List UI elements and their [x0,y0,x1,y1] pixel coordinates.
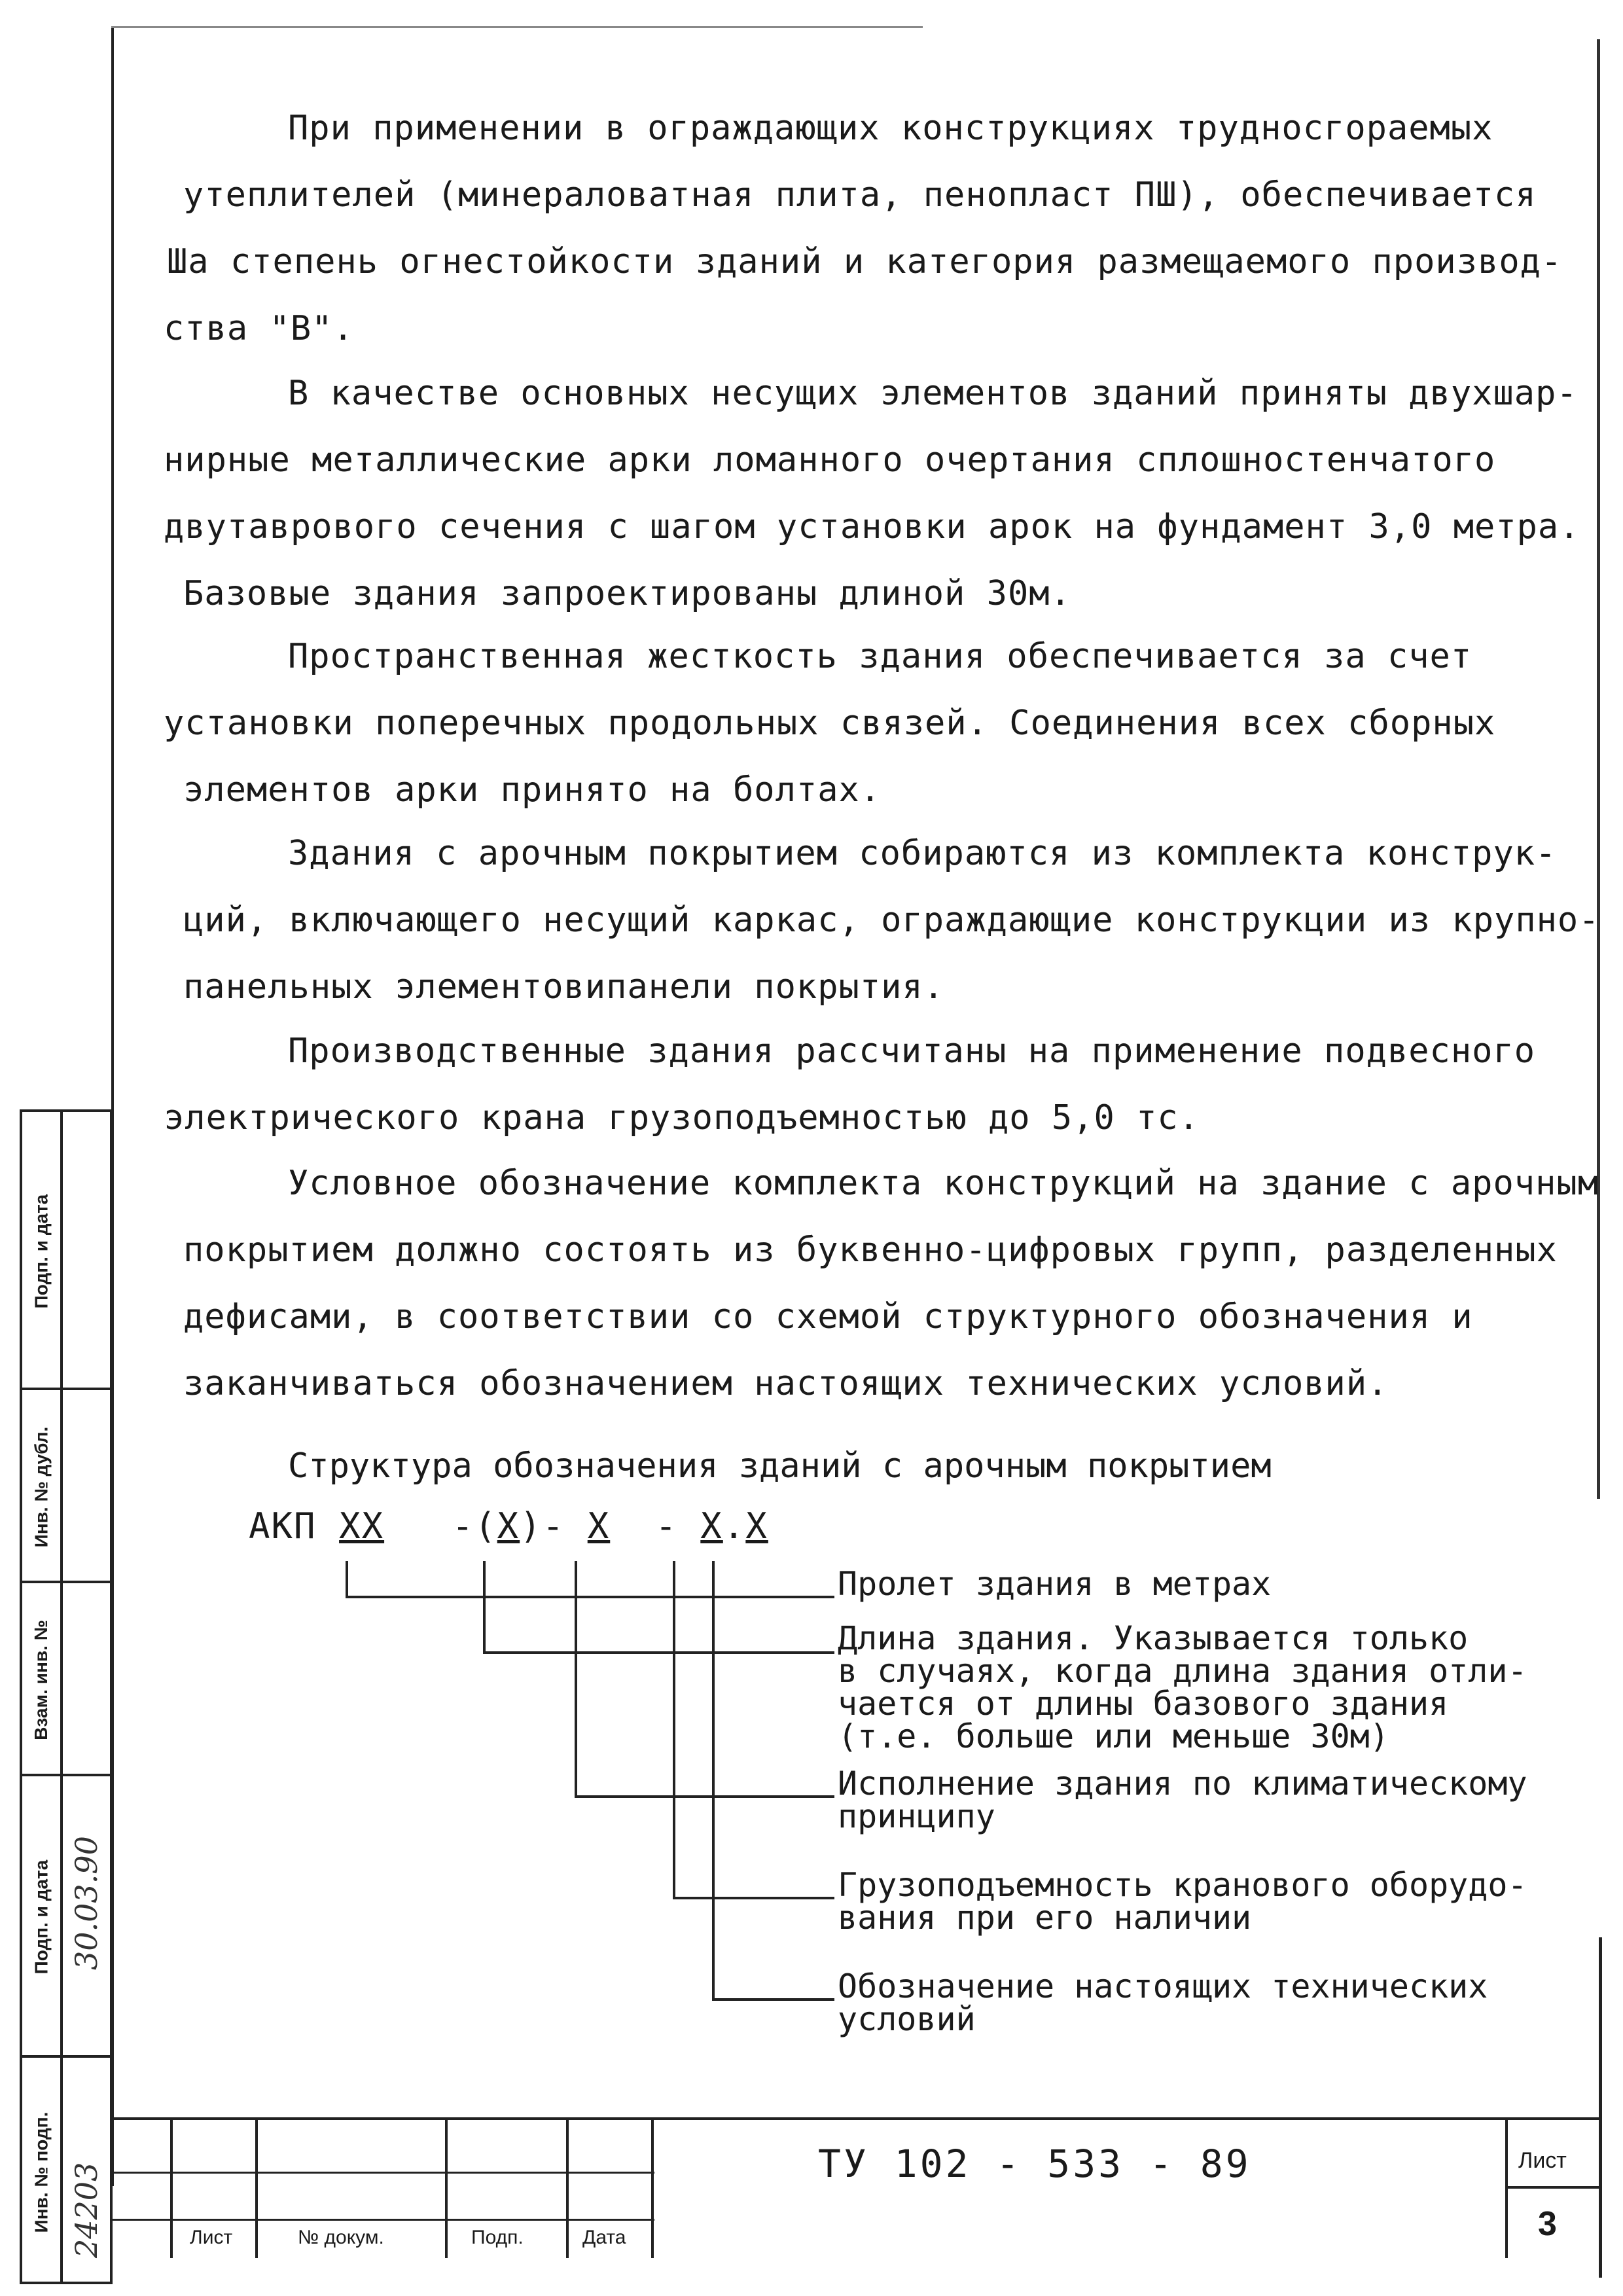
text-line: Ша степень огнестойкости зданий и категория размещаемого производ- [167,242,1563,281]
formula-group-climate: Х [587,1505,611,1547]
text-line: двутаврового сечения с шагом установки арок на фундамент 3,0 метра. [164,507,1580,547]
title-block-col [651,2117,654,2258]
text-line: электрического крана грузоподъемностью до 5,0 тс. [164,1098,1200,1138]
title-block-mid-line [111,2219,654,2221]
frame-top-border [111,26,923,28]
text-line: Здания с арочным покрытием собираются из комплекта конструк- [288,834,1557,873]
formula-group-crane: Х [700,1505,723,1547]
title-block-col [566,2117,569,2258]
leader-line-length [484,1561,834,1653]
text-line: Условное обозначение комплекта конструкций на здание с арочным [288,1164,1599,1203]
annotation-climate: Исполнение здания по климатическому принципу [838,1765,1527,1835]
leader-line-climate [576,1561,834,1797]
title-block-top-line [111,2117,1602,2120]
text-line: ций, включающего несущий каркас, ограждающие конструкции из крупно- [183,901,1600,940]
sheet-label: Лист [1518,2148,1567,2173]
handwritten-inventory-number: 24203 [69,2162,104,2258]
annotation-crane: Грузоподъемность кранового оборудо- вания при его наличии [838,1866,1527,1937]
title-block-label-sheet: Лист [190,2227,233,2248]
title-block-sheet-divider [1505,2186,1602,2189]
title-block-label-doc-no: № докум. [298,2227,384,2248]
side-label-orig-inv: Инв. № подп. [31,2111,52,2233]
text-line: покрытием должно состоять из буквенно-цифровых групп, разделенных [183,1230,1558,1270]
formula-prefix: АКП [249,1505,317,1547]
document-code: ТУ 102 - 533 - 89 [818,2142,1251,2186]
text-line: Производственные здания рассчитаны на применение подвесного [288,1031,1536,1071]
text-line: В качестве основных несущих элементов зданий приняты двухшар- [288,374,1578,413]
frame-right-border [1597,39,1600,1499]
annotation-length: Длина здания. Указывается только в случаях, когда длина здания отли- чается от длины базового здания (т.е. больше или меньше 30м) [838,1619,1527,1755]
text-line: Базовые здания запроектированы длиной 30м. [183,574,1071,613]
frame-right-border-lower [1599,1937,1602,2278]
side-stamp [20,1109,113,2284]
text-line: дефисами, в соответствии со схемой структурного обозначения и [183,1297,1473,1336]
handwritten-date: 30.03.90 [69,1836,104,1970]
designation-formula [249,1505,768,1547]
title-block-label-signature: Подп. [471,2227,524,2248]
text-line: утеплителей (минераловатная плита, пенопласт ПШ), обеспечивается [183,175,1537,215]
annotation-span: Пролет здания в метрах [838,1565,1272,1603]
formula-group-span: ХХ [339,1505,385,1547]
formula-separator: - [610,1505,701,1547]
title-block-label-date: Дата [582,2227,626,2248]
text-line: элементов арки принято на болтах. [183,770,882,810]
text-line: Пространственная жесткость здания обеспечивается за счет [288,637,1472,676]
formula-separator: . [722,1505,746,1547]
sheet-number: 3 [1538,2205,1557,2243]
formula-separator: )- [520,1505,588,1547]
annotation-tech-conditions: Обозначение настоящих технических условий [838,1967,1488,2038]
leader-line-tu [713,1561,834,2000]
side-label-sign-date-2: Подп. и дата [31,1859,52,1975]
title-block-col [170,2117,173,2258]
text-line: панельных элементовипанели покрытия. [183,967,945,1007]
title-block-col [445,2117,448,2258]
leader-line-span [347,1561,834,1597]
side-label-replace-inv: Взам. инв. № [31,1619,52,1740]
formula-separator: -( [452,1505,497,1547]
leader-line-crane [674,1561,834,1898]
text-line: ства "В". [164,309,354,348]
text-line: заканчиваться обозначением настоящих технических условий. [183,1364,1389,1403]
formula-group-length: Х [497,1505,520,1547]
text-line: установки поперечных продольных связей. Соединения всех сборных [164,704,1496,743]
structure-title: Структура обозначения зданий с арочным покрытием [288,1446,1272,1486]
title-block-mid-line [111,2172,654,2174]
side-label-sign-date: Подп. и дата [31,1194,52,1308]
text-line: нирные металлические арки ломанного очертания сплошностенчатого [164,440,1496,480]
formula-group-tu: Х [745,1505,768,1547]
text-line: При применении в ограждающих конструкциях трудносгораемых [288,109,1493,148]
title-block-col [255,2117,258,2258]
side-label-dup-inv: Инв. № дубл. [31,1426,51,1547]
